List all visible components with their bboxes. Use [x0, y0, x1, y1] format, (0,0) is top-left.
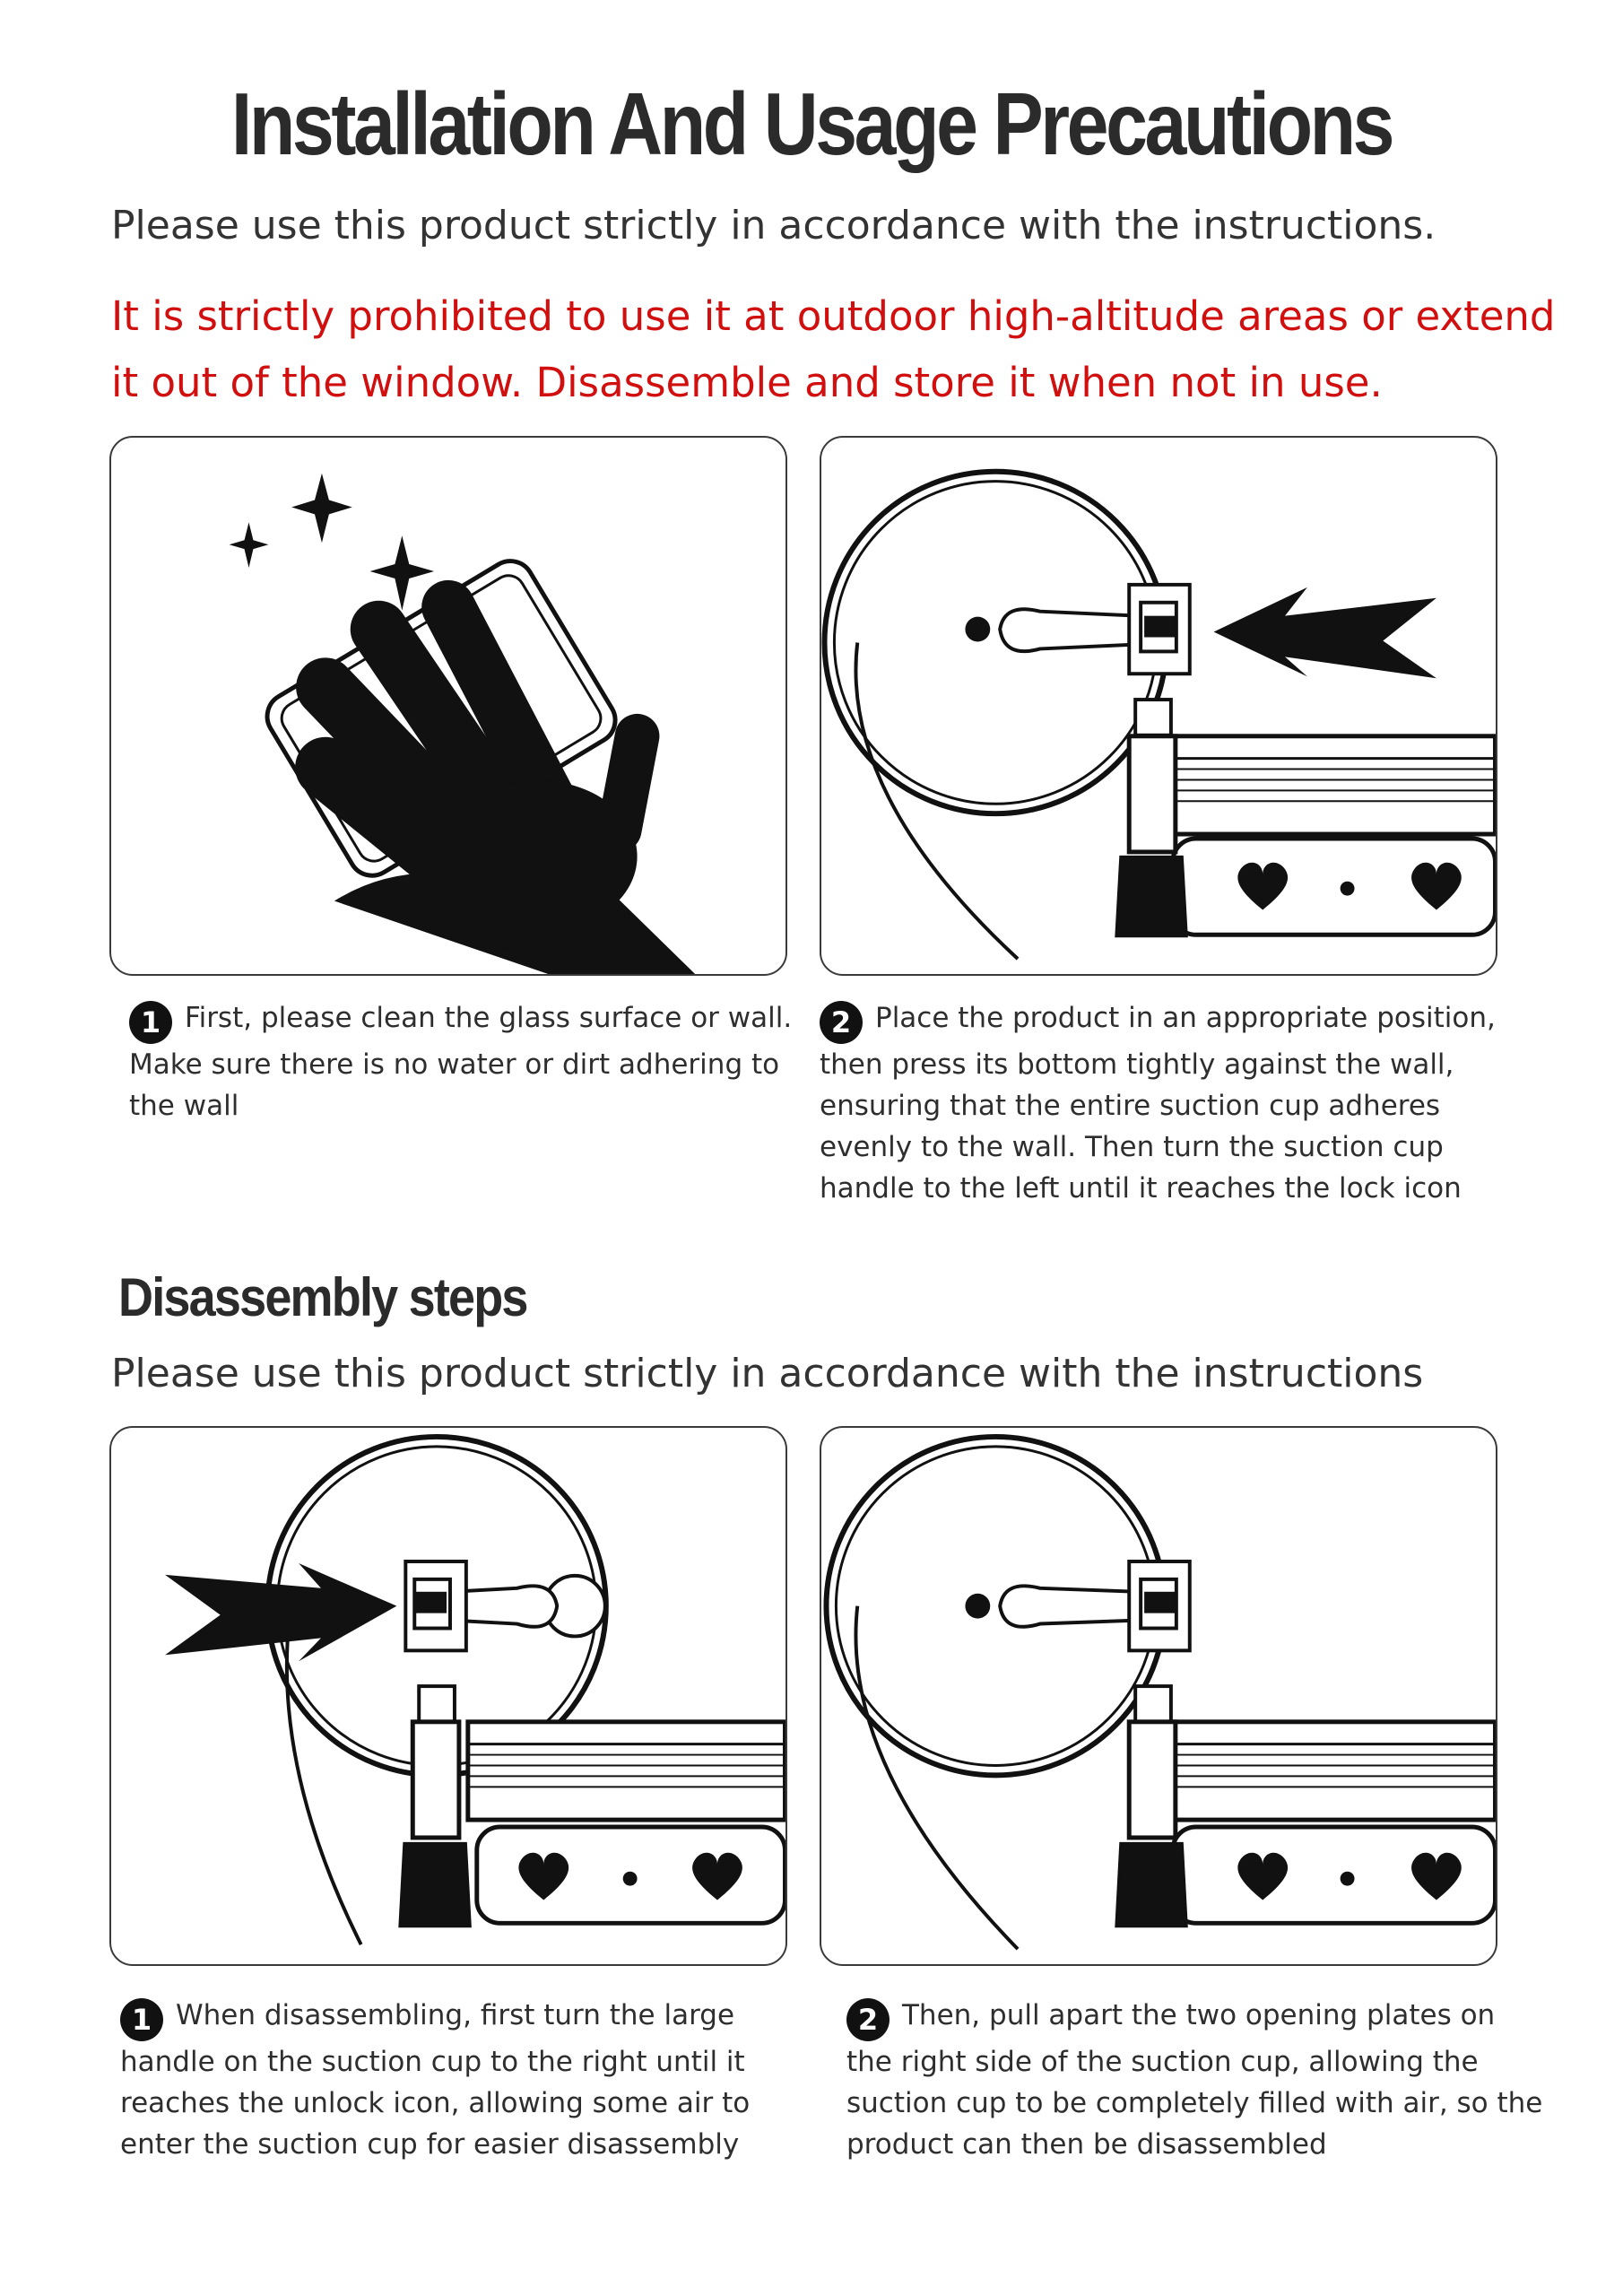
step-text: Place the product in an appropriate position, then press its bottom tightly against the wall, ensuring that the entire suction cup adheres evenly to the wall. Then turn the suction cup handle to the left until it reaches the lock icon [820, 1002, 1496, 1205]
sparkle-icon [230, 474, 434, 611]
handle-unlock-icon [405, 1561, 605, 1650]
step-number-badge: 2 [846, 1998, 890, 2041]
clamp-post-icon [1115, 1686, 1186, 1926]
rail-icon [1173, 736, 1496, 935]
disassembly-release-illustration [820, 1426, 1497, 1966]
step-number-badge: 2 [820, 1001, 863, 1044]
disassembly-step-1-caption [120, 1995, 802, 2165]
page-title: Installation And Usage Precautions [230, 74, 1393, 173]
handle-lock-icon [965, 585, 1189, 674]
suction-cup-icon [824, 472, 1166, 959]
disassembly-intro-text: Please use this product strictly in accordance with the instructions [111, 1351, 1424, 1396]
suction-cup-icon [826, 1437, 1164, 1949]
install-step-1-caption [129, 997, 793, 1126]
intro-text: Please use this product strictly in accordance with the instructions. [111, 203, 1436, 248]
step-number-badge: 1 [120, 1998, 163, 2041]
rail-icon [1173, 1722, 1496, 1923]
step-text: When disassembling, first turn the large handle on the suction cup to the right until it reaches the unlock icon, allowing some air to enter the suction cup for easier disassembly [120, 1999, 751, 2161]
warning-text: It is strictly prohibited to use it at outdoor high-altitude areas or extend it out of the window. Disassemble and store it when not in use. [111, 292, 1556, 406]
install-suction-cup-illustration [820, 436, 1497, 976]
disassembly-step-2-caption [846, 1995, 1546, 2165]
arrow-left-icon [1214, 587, 1436, 678]
disassembly-title: Disassembly steps [118, 1267, 527, 1327]
clean-surface-illustration [109, 436, 787, 976]
clamp-post-icon [399, 1686, 470, 1926]
disassembly-unlock-illustration [109, 1426, 787, 1966]
install-step-2-caption [820, 997, 1528, 1209]
step-text: Then, pull apart the two opening plates on the right side of the suction cup, allowing the suction cup to be completely filled with air, so the product can then be disassembled [846, 1999, 1543, 2161]
step-number-badge: 1 [129, 1001, 172, 1044]
rail-icon [468, 1722, 785, 1923]
handle-lock-icon [965, 1561, 1189, 1650]
step-text: First, please clean the glass surface or wall. Make sure there is no water or dirt adhering to the wall [129, 1002, 793, 1122]
